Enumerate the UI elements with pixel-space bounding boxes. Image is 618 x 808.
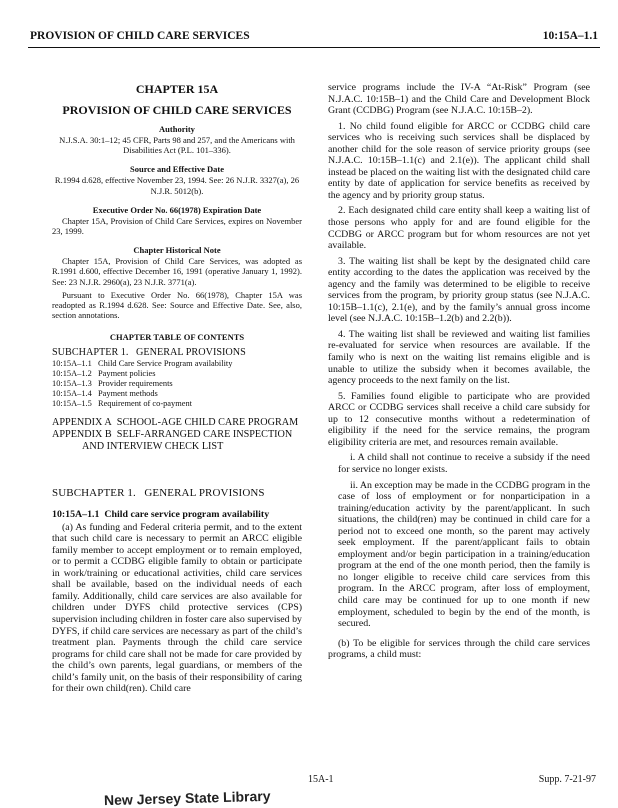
subchapter-heading: SUBCHAPTER 1. GENERAL PROVISIONS (52, 486, 265, 499)
running-header (30, 30, 598, 44)
header-section-number: 10:15A–1.1 (542, 30, 598, 42)
executive-order-heading: Executive Order No. 66(1978) Expiration Date (92, 204, 262, 215)
toc-subchapter-heading: SUBCHAPTER 1. GENERAL PROVISIONS (52, 347, 246, 359)
toc-entry[interactable]: 10:15A–1.5 Requirement of co-payment (52, 399, 192, 409)
item-3: 3. The waiting list shall be kept by the designated child care entity according to the dates the application was received by the agency and the family was determined to be eligible to receive services from the program, by priority group status (see N.J.A.C. 10:15B–1.1(c), 2.1(e), and by the family’s annual gross income level (see N.J.A.C. 10:15B–1.2(b) and 2.2(b)). (328, 255, 590, 325)
table-of-contents (52, 359, 302, 409)
page-number: 15A-1 (308, 774, 334, 785)
appendix-b-continued: AND INTERVIEW CHECK LIST (82, 440, 224, 452)
appendix-b: APPENDIX B SELF-ARRANGED CARE INSPECTION (52, 429, 293, 441)
left-column (52, 82, 302, 695)
historical-note-text-2: Pursuant to Executive Order No. 66(1978), Chapter 15A was readopted as R.1994 d.628. See: Source and Effective Date. See, also, section annotations. (52, 289, 302, 321)
appendix-a: APPENDIX A SCHOOL-AGE CHILD CARE PROGRAM (52, 417, 299, 429)
header-title: PROVISION OF CHILD CARE SERVICES (30, 30, 250, 42)
item-4: 4. The waiting list shall be reviewed and waiting list families re-evaluated for service when resources are available. If the family who is next on the waiting list remains eligible and is unable to utilize the subsidy when it becomes available, the agency proceeds to the next family on the list. (328, 328, 590, 387)
section-heading: 10:15A–1.1 Child care service program availability (52, 508, 270, 520)
authority-heading: Authority (159, 124, 195, 134)
right-column (328, 82, 590, 661)
chapter-title: PROVISION OF CHILD CARE SERVICES (62, 103, 292, 117)
historical-note-heading: Chapter Historical Note (133, 245, 221, 256)
continued-paragraph: service programs include the IV-A “At-Risk” Program (see N.J.A.C. 10:15B–1) and the Child Care and Development Block Grant (CCDBG) Program (see N.J.A.C. 10:15B–2). (328, 82, 590, 117)
header-rule (28, 47, 600, 48)
toc-entry[interactable]: 10:15A–1.3 Provider requirements (52, 379, 173, 389)
item-5: 5. Families found eligible to participate who are provided ARCC or CCDBG services shall receive a child care subsidy for up to 12 consecutive months without a redetermination of eligibility if the need for the service remains, the program eligibility criteria are met, and resources remain available. (328, 390, 590, 448)
subitem-ii: ii. An exception may be made in the CCDBG program in the case of loss of employment or for nonparticipation in a training/education activity by the parent/applicant. In such situations, the child(ren) may be continued in child care for a period not to exceed one month, so the parent may actively seek employment. If the parent/applicant fails to obtain employment and/or begin participation in a training/education program at the end of the one month period, then the family is no longer eligible to receive child care services from this program. In the ARCC program, after loss of employment, child care may be continued for up to one month if new employment, scheduled to begin by the end of the month, is secured. (338, 479, 590, 630)
item-2: 2. Each designated child care entity shall keep a waiting list of those persons who apply for and are found eligible for the CCDBG or ARCC program but for whom resources are not yet available. (328, 205, 590, 252)
toc-entry[interactable]: 10:15A–1.1 Child Care Service Program availability (52, 359, 233, 369)
library-stamp: New Jersey State Library (103, 787, 271, 808)
historical-note-text: Chapter 15A, Provision of Child Care Services, was adopted as R.1991 d.600, effective December 16, 1991 (operative January 1, 1992). See: 23 N.J.R. 2960(a), 23 N.J.R. 3771(a). (52, 256, 302, 287)
paragraph-b: (b) To be eligible for services through the child care services programs, a child must: (328, 637, 590, 661)
paragraph-a: (a) As funding and Federal criteria permit, and to the extent that such child care is necessary to permit an ARCC eligible family member to accept employment or to remain employed, or to permit a CCDBG eligible family to obtain or participate in work/training or educational activities, child care services shall be available, based on the individual needs of each family. Additionally, child care services are also available for children under DYFS child protective services (CPS) supervision including children in foster care also supervised by DYFS, if child care services are necessary as part of the child’s treatment plan. Payments through the child care service programs for child care shall not be made for care provided by the child’s own parents, legal guardians, or members of the child’s family unit, on the basis of their responsibility of caring for their own child(ren). Child care (52, 521, 302, 695)
table-of-contents-heading: CHAPTER TABLE OF CONTENTS (109, 332, 245, 343)
source-text: R.1994 d.628, effective November 23, 1994. See: 26 N.J.R. 3327(a), 26 N.J.R. 5012(b). (54, 175, 300, 196)
subitem-i: i. A child shall not continue to receive a subsidy if the need for service no longer exists. (338, 452, 590, 475)
item-1: 1. No child found eligible for ARCC or CCDBG child care services who is receiving such services shall be displaced by another child for the sole reason of service priority groups (see N.J.A.C. 10:15B–1.1(c) and 2.1(e)). The applicant child shall instead be placed on the waiting list with the designated child care entity by date of application for service benefits as received by the agency and by priority group status. (328, 120, 590, 201)
executive-order-text: Chapter 15A, Provision of Child Care Services, expires on November 23, 1999. (52, 215, 302, 237)
authority-text: N.J.S.A. 30:1–12; 45 CFR, Parts 98 and 257, and the Americans with Disabilities Act (P.L. 101–336). (59, 135, 295, 156)
chapter-number: CHAPTER 15A (135, 82, 219, 96)
source-heading: Source and Effective Date (129, 164, 225, 175)
toc-entry[interactable]: 10:15A–1.4 Payment methods (52, 389, 158, 399)
supplement-date: Supp. 7-21-97 (538, 774, 596, 785)
toc-entry[interactable]: 10:15A–1.2 Payment policies (52, 369, 156, 379)
